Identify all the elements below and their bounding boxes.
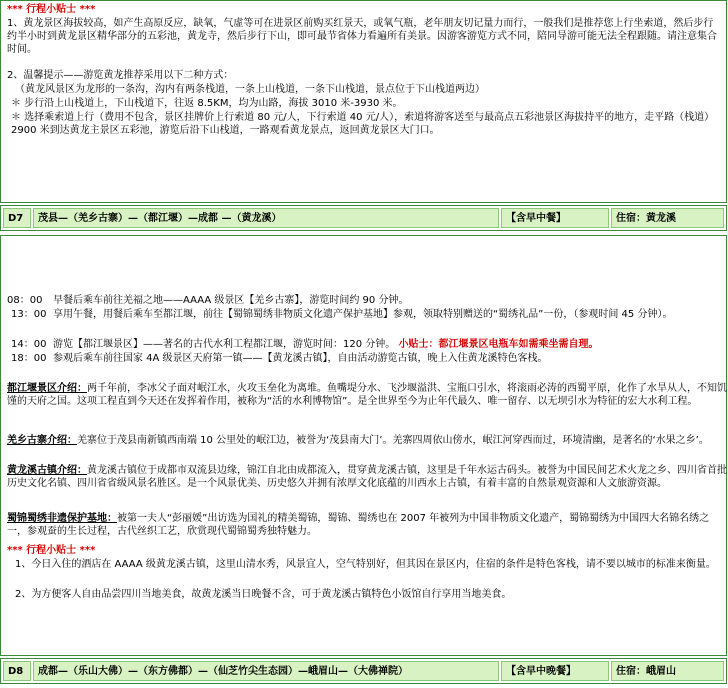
tips-line-1: 1、黄龙景区海拔较高，如产生高原反应，缺氧，气虚等可在进景区前购买红景天，或氧气瓶，老年朋友切记量力而行，一般我们是推荐您上行坐索道，然后步行约半小时到黄龙景区精华部分的五彩池，黄龙寺，然后步行下山，即可最节省体力看遍所有美景。因游客游览方式不同，陪同导游可能无法全程跟随。请注意集合时间。 xyxy=(7,18,717,55)
day-8-label: D8 xyxy=(3,661,31,681)
intro-text: 两千年前，李冰父子面对岷江水，火攻玉垒化为离堆。鱼嘴堤分水、飞沙堰溢洪、宝瓶口引水，将滚雨必涛的西蜀平原，化作了水旱从人，不知饥馑的天府之国。这项工程直到今天还在发挥着作用，被称为“活的水利博物馆”。是全世界至今为止年代最久、唯一留存、以无坝引水为特征的宏大水利工程。 xyxy=(7,383,727,407)
day-8-meals: 【含早中晚餐】 xyxy=(501,661,609,681)
tips-section xyxy=(0,0,727,203)
schedule-time: 14：00 xyxy=(11,339,47,350)
tips-line-2: 2、温馨提示——游览黄龙推荐采用以下二种方式： xyxy=(7,70,234,81)
tips-heading: *** 行程小贴士 *** xyxy=(7,4,96,15)
intro-shu-brocade xyxy=(7,512,727,538)
intro-dujiangyan xyxy=(7,382,727,408)
schedule-row xyxy=(11,308,722,321)
intro-text: 羌寨位于茂县南新镇西南端 10 公里处的岷江边，被誉为‘茂县南大门’。羌寨四周依山傍水，岷江河穿西而过，环境清幽，是著名的‘水果之乡’。 xyxy=(77,435,709,446)
intro-qiang-village xyxy=(7,434,727,447)
tips-line-3: （黄龙风景区为龙形的一条沟，沟内有两条栈道，一条上山栈道，一条下山栈道，景点位于下山栈道两边） xyxy=(15,84,485,95)
schedule-text: 享用午餐，用餐后乘车至都江堰，前往【蜀锦蜀绣非物质文化遗产保护基地】参观，领取特别赠送的“蜀绣礼品”一份，（参观时间 45 分钟）。 xyxy=(53,309,673,320)
day-7-meals: 【含早中餐】 xyxy=(501,208,609,228)
tips-2-line-1: 1、今日入住的酒店在 AAAA 级黄龙溪古镇，这里山清水秀，风景宜人，空气特别好，但其因在景区内，住宿的条件是特色客栈，请不要以城市的标准来衡量。 xyxy=(15,559,716,570)
day-8-hotel: 住宿：峨眉山 xyxy=(611,661,724,681)
tips-line-5: ＊ 选择乘索道上行（费用不包含，景区挂牌价上行索道 80 元/人，下行索道 40 元/人），索道将游客送至与最高点五彩池景区海拔持平的地方，走平路（栈道）2900 米到达黄龙主景区五彩池，游览后沿下山栈道，一路观看黄龙景点，返回黄龙景区大门口。 xyxy=(11,112,715,136)
schedule-time: 13：00 xyxy=(11,309,47,320)
schedule-text: 早餐后乘车前往羌福之地——AAAA 级景区【羌乡古寨】，游览时间约 90 分钟。 xyxy=(53,295,409,306)
schedule-row xyxy=(7,294,722,307)
intro-title: 羌乡古寨介绍： xyxy=(7,435,77,446)
day-7-route: 茂县—（羌乡古寨）—（都江堰）—成都 —（黄龙溪） xyxy=(33,208,499,228)
schedule-row xyxy=(11,352,722,365)
day-7-label: D7 xyxy=(3,208,31,228)
tips-line-4: ＊ 步行沿上山栈道上，下山栈道下，往返 8.5KM，均为山路，海拔 3010 米-3930 米。 xyxy=(11,98,403,109)
day-7-header xyxy=(0,205,727,231)
schedule-text: 游览【都江堰景区】——著名的古代水利工程都江堰，游览时间：120 分钟。 xyxy=(53,339,396,350)
tips-2-heading: *** 行程小贴士 *** xyxy=(7,545,96,556)
intro-huanglongxi xyxy=(7,464,727,490)
intro-title: 都江堰景区介绍： xyxy=(7,383,87,394)
intro-title: 蜀锦蜀绣非遗保护基地： xyxy=(7,513,117,524)
schedule-row xyxy=(11,338,722,351)
schedule-tip: 小贴士：都江堰景区电瓶车如需乘坐需自理。 xyxy=(398,339,599,350)
schedule-time: 18：00 xyxy=(11,353,47,364)
schedule-time: 08：00 xyxy=(7,295,43,306)
day-7-hotel: 住宿：黄龙溪 xyxy=(611,208,724,228)
intro-text: 被第一夫人“彭丽媛”出访选为国礼的精美蜀锦，蜀锦、蜀绣也在 2007 年被列为中国非物质文化遗产，蜀锦蜀绣为中国四大名锦名绣之一，参观蚕的生长过程，古代丝织工艺，欣赏现代蜀锦蜀秀独特魅力。 xyxy=(7,513,710,537)
schedule-text: 参观后乘车前往国家 4A 级景区天府第一镇——【黄龙溪古镇】，自由活动游览古镇，晚上入住黄龙溪特色客栈。 xyxy=(53,353,548,364)
intro-text: 黄龙溪古镇位于成都市双流县边缘，锦江自北由成都流入，贯穿黄龙溪古镇，这里是千年水运古码头。被誉为中国民间艺术火龙之乡、四川省首批历史文化名镇、四川省省级风景名胜区。是一个风景优美、历史悠久并拥有浓厚文化底蕴的川西水上古镇，有着丰富的自然景观资源和人文旅游资源。 xyxy=(7,465,727,489)
intro-title: 黄龙溪古镇介绍： xyxy=(7,465,87,476)
tips-2-line-2: 2、为方便客人自由品尝四川当地美食，故黄龙溪当日晚餐不含，可于黄龙溪古镇特色小饭馆自行享用当地美食。 xyxy=(15,589,512,600)
day-8-header xyxy=(0,658,727,684)
day-8-route: 成都—（乐山大佛）—（东方佛都）—（仙芝竹尖生态园）—峨眉山—（大佛禅院） xyxy=(33,661,499,681)
day-7-detail xyxy=(0,235,727,656)
